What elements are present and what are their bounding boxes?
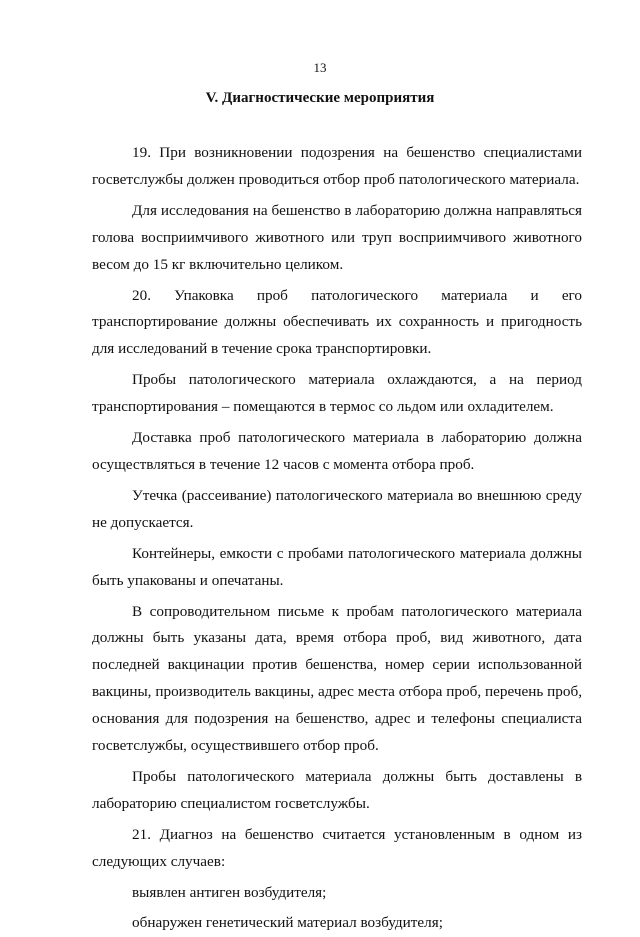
- body-text: [92, 140, 582, 937]
- paragraph: Пробы патологического материала должны быть доставлены в лабораторию специалистом госветслужбы.: [92, 767, 582, 812]
- paragraph: 19. При возникновении подозрения на бешенство специалистами госветслужбы должен проводиться отбор проб патологического материала.: [92, 144, 582, 188]
- paragraph: Утечка (рассеивание) патологического материала во внешнюю среду не допускается.: [92, 486, 582, 531]
- paragraph: 21. Диагноз на бешенство считается установленным в одном из следующих случаев:: [92, 825, 582, 870]
- list-item: обнаружен генетический материал возбудителя;: [132, 914, 443, 932]
- section-heading: V. Диагностические мероприятия: [205, 90, 435, 106]
- paragraph: 20. Упаковка проб патологического материала и его транспортирование должны обеспечивать их сохранность и пригодность для исследований в течение срока транспортировки.: [92, 286, 582, 358]
- page-number: 13: [313, 60, 327, 75]
- paragraph: Доставка проб патологического материала в лабораторию должна осуществляться в течение 12 часов с момента отбора проб.: [92, 429, 582, 473]
- list-item: выявлен антиген возбудителя;: [132, 883, 327, 901]
- paragraph: Контейнеры, емкости с пробами патологического материала должны быть упакованы и опечатаны.: [92, 544, 582, 589]
- paragraph: Для исследования на бешенство в лабораторию должна направляться голова восприимчивого животного или труп восприимчивого животного весом до 15 кг включительно целиком.: [92, 201, 582, 273]
- paragraph: В сопроводительном письме к пробам патологического материала должны быть указаны дата, время отбора проб, вид животного, дата последней вакцинации против бешенства, номер серии использованной вакцины, производитель вакцины, адрес места отбора проб, перечень проб, основания для подозрения на бешенство, адрес и телефоны специалиста госветслужбы, осуществившего отбор проб.: [92, 602, 582, 755]
- paragraph: Пробы патологического материала охлаждаются, а на период транспортирования – помещаются в термос со льдом или охладителем.: [92, 371, 582, 416]
